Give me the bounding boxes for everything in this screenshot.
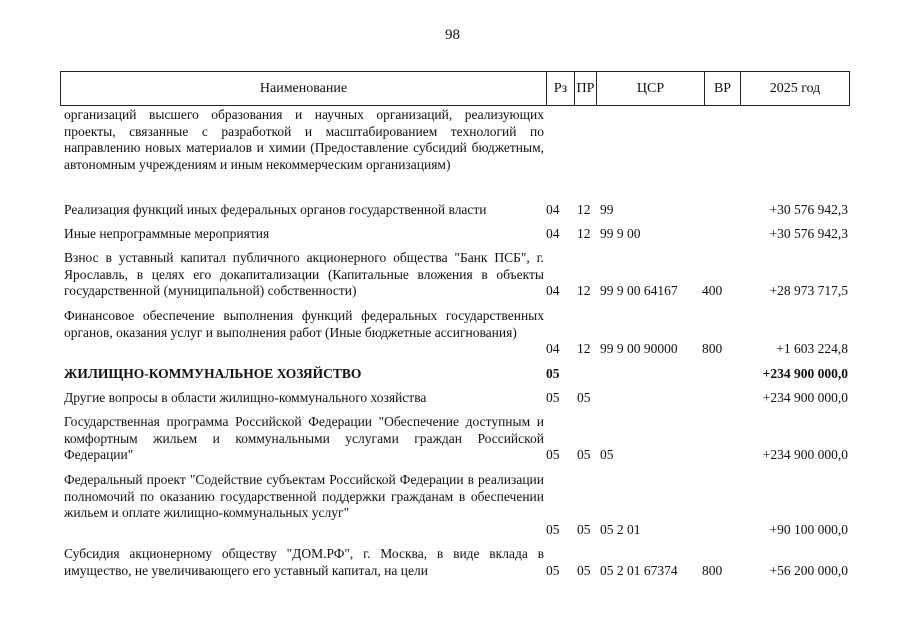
row-amount: +1 603 224,8 [776, 341, 848, 356]
row-pr: 05 [577, 522, 591, 537]
row-name: Реализация функций иных федеральных органов государственной власти [64, 202, 487, 217]
row-vr: 800 [702, 563, 723, 578]
row-rz: 04 [546, 283, 560, 298]
row-rz: 04 [546, 341, 560, 356]
row-amount: +234 900 000,0 [762, 366, 848, 381]
row-pr: 05 [577, 447, 591, 462]
row-name: Федеральный проект "Содействие субъектам Российской Федерации в реализации полномочий по оказанию государственной поддержки гражданам в обеспечении жильем и оплате жилищно-коммунальных услуг" [64, 472, 544, 520]
row-csr: 99 9 00 90000 [600, 341, 678, 356]
row-name: Другие вопросы в области жилищно-коммунального хозяйства [64, 390, 427, 405]
row-name: Субсидия акционерному обществу "ДОМ.РФ", г. Москва, в виде вклада в имущество, не увеличивающего его уставный капитал, на цели [64, 546, 544, 578]
row-rz: 05 [546, 390, 560, 405]
row-pr: 12 [577, 226, 591, 241]
row-csr: 05 2 01 67374 [600, 563, 678, 578]
row-pr: 12 [577, 341, 591, 356]
row-amount: +90 100 000,0 [769, 522, 848, 537]
row-amount: +30 576 942,3 [769, 226, 848, 241]
row-vr: 800 [702, 341, 723, 356]
row-rz: 05 [546, 522, 560, 537]
row-rz: 05 [546, 563, 560, 578]
row-amount: +234 900 000,0 [762, 390, 848, 405]
row-name: ЖИЛИЩНО-КОММУНАЛЬНОЕ ХОЗЯЙСТВО [64, 366, 362, 381]
row-amount: +28 973 717,5 [769, 283, 848, 298]
row-rz: 04 [546, 202, 560, 217]
row-amount: +30 576 942,3 [769, 202, 848, 217]
row-rz: 05 [546, 447, 560, 462]
row-pr: 05 [577, 390, 591, 405]
row-vr: 400 [702, 283, 723, 298]
row-rz: 05 [546, 366, 560, 381]
row-rz: 04 [546, 226, 560, 241]
header-year: 2025 год [769, 80, 821, 96]
row-amount: +234 900 000,0 [762, 447, 848, 462]
row-amount: +56 200 000,0 [769, 563, 848, 578]
row-csr: 99 [600, 202, 614, 217]
row-csr: 05 [600, 447, 614, 462]
row-pr: 12 [577, 202, 591, 217]
continuation-text: организаций высшего образования и научных организаций, реализующих проекты, связанные с разработкой и масштабированием технологий по направлению новых материалов и химии (Предоставление субсидий бюджетным, автономным учреждениям и иным некоммерческим организациям) [64, 107, 544, 172]
row-name: Государственная программа Российской Федерации "Обеспечение доступным и комфортным жильем и коммунальными услугами граждан Российской Федерации" [64, 414, 544, 462]
row-name: Иные непрограммные мероприятия [64, 226, 270, 241]
row-csr: 99 9 00 64167 [600, 283, 678, 298]
row-pr: 05 [577, 563, 591, 578]
table-header [60, 71, 850, 106]
header-rz: Рз [547, 72, 575, 105]
header-pr: ПР [575, 72, 597, 105]
header-name: Наименование [61, 72, 547, 105]
page-number: 98 [445, 27, 460, 43]
row-csr: 99 9 00 [600, 226, 641, 241]
row-pr: 12 [577, 283, 591, 298]
row-name: Финансовое обеспечение выполнения функций федеральных государственных органов, оказания услуг и выполнения работ (Иные бюджетные ассигнования) [64, 308, 544, 340]
row-csr: 05 2 01 [600, 522, 641, 537]
row-name: Взнос в уставный капитал публичного акционерного общества "Банк ПСБ", г. Ярославль, в целях его докапитализации (Капитальные вложения в объекты государственной (муниципальной) собственности) [64, 250, 544, 298]
header-csr: ЦСР [597, 72, 705, 105]
header-vr: ВР [705, 72, 741, 105]
